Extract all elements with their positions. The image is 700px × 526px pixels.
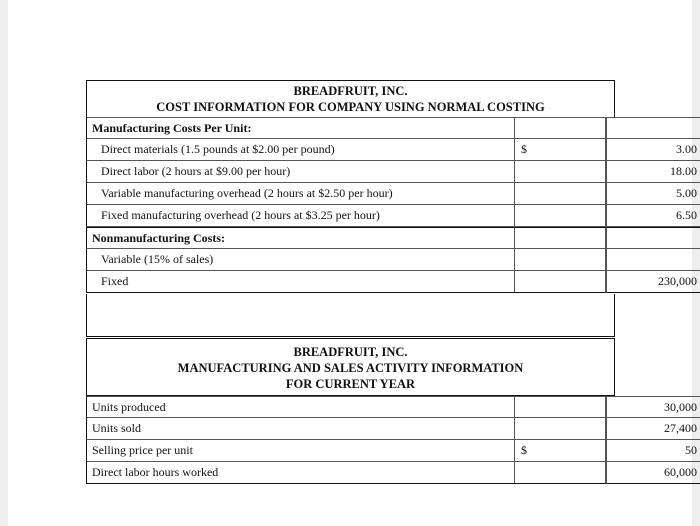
- dollar-cell: [514, 440, 606, 462]
- row-variable-nonmfg: [86, 249, 516, 271]
- amount-cell: [606, 271, 700, 293]
- amount-value: 50: [685, 443, 697, 457]
- amount-cell: [606, 440, 700, 462]
- cost-info-subtitle: COST INFORMATION FOR COMPANY USING NORMAL COSTING: [156, 100, 545, 114]
- row-label: Direct labor (2 hours at $9.00 per hour): [101, 164, 291, 178]
- amount-value: 230,000: [658, 274, 697, 288]
- dollar-cell: [514, 205, 606, 227]
- cost-info-title-block: [86, 80, 615, 118]
- amount-cell: [606, 161, 700, 183]
- dollar-cell: [514, 418, 606, 440]
- dollar-cell: [514, 139, 606, 161]
- row-fixed-nonmfg: [86, 271, 516, 293]
- row-direct-labor: [86, 161, 516, 183]
- amount-value: 30,000: [664, 400, 697, 414]
- amount-cell: [606, 227, 700, 249]
- amount-cell: [606, 205, 700, 227]
- row-label: Variable manufacturing overhead (2 hours at $2.50 per hour): [101, 186, 393, 200]
- row-label: Units produced: [92, 400, 166, 414]
- left-margin-strip: [0, 0, 8, 526]
- amount-value: 5.00: [676, 186, 697, 200]
- row-units-sold: [86, 418, 516, 440]
- dollar-cell: [514, 396, 606, 418]
- amount-value: 60,000: [664, 465, 697, 479]
- activity-info-subtitle-year: FOR CURRENT YEAR: [285, 377, 416, 391]
- row-direct-materials: [86, 139, 516, 161]
- row-label: Units sold: [92, 421, 142, 435]
- activity-info-subtitle: MANUFACTURING AND SALES ACTIVITY INFORMATION: [177, 361, 524, 375]
- dollar-cell: [514, 227, 606, 249]
- company-name-2: BREADFRUIT, INC.: [293, 345, 408, 359]
- row-label: Variable (15% of sales): [101, 252, 214, 266]
- amount-value: 3.00: [676, 142, 697, 156]
- dollar-cell: [514, 161, 606, 183]
- row-label: Direct labor hours worked: [92, 465, 219, 479]
- row-fixed-mfg-overhead: [86, 205, 516, 227]
- row-nonmanufacturing-costs-header: [86, 227, 516, 249]
- row-units-produced: [86, 396, 516, 418]
- dollar-sign: $: [521, 443, 527, 457]
- row-label: Selling price per unit: [92, 443, 193, 457]
- amount-cell: [606, 249, 700, 271]
- row-label: Fixed: [101, 274, 129, 288]
- blank-separator-block: [86, 294, 615, 337]
- row-label: Direct materials (1.5 pounds at $2.00 per pound): [101, 142, 335, 156]
- row-selling-price: [86, 440, 516, 462]
- amount-cell: [606, 418, 700, 440]
- dollar-cell: [514, 271, 606, 293]
- amount-value: 27,400: [664, 421, 697, 435]
- company-name-1: BREADFRUIT, INC.: [293, 84, 408, 98]
- amount-cell: [606, 139, 700, 161]
- row-variable-mfg-overhead: [86, 183, 516, 205]
- dollar-cell: [514, 117, 606, 139]
- dollar-cell: [514, 183, 606, 205]
- dollar-cell: [514, 462, 606, 484]
- row-direct-labor-hours: [86, 462, 516, 484]
- row-label: Nonmanufacturing Costs:: [92, 231, 226, 245]
- amount-cell: [606, 462, 700, 484]
- dollar-cell: [514, 249, 606, 271]
- row-label: Fixed manufacturing overhead (2 hours at $3.25 per hour): [101, 208, 380, 222]
- activity-info-title-block: [86, 338, 615, 396]
- amount-value: 6.50: [676, 208, 697, 222]
- dollar-sign: $: [521, 142, 527, 156]
- amount-cell: [606, 183, 700, 205]
- row-manufacturing-costs-header: [86, 117, 516, 139]
- amount-cell: [606, 396, 700, 418]
- amount-cell: [606, 117, 700, 139]
- amount-value: 18.00: [670, 164, 697, 178]
- row-label: Manufacturing Costs Per Unit:: [92, 121, 252, 135]
